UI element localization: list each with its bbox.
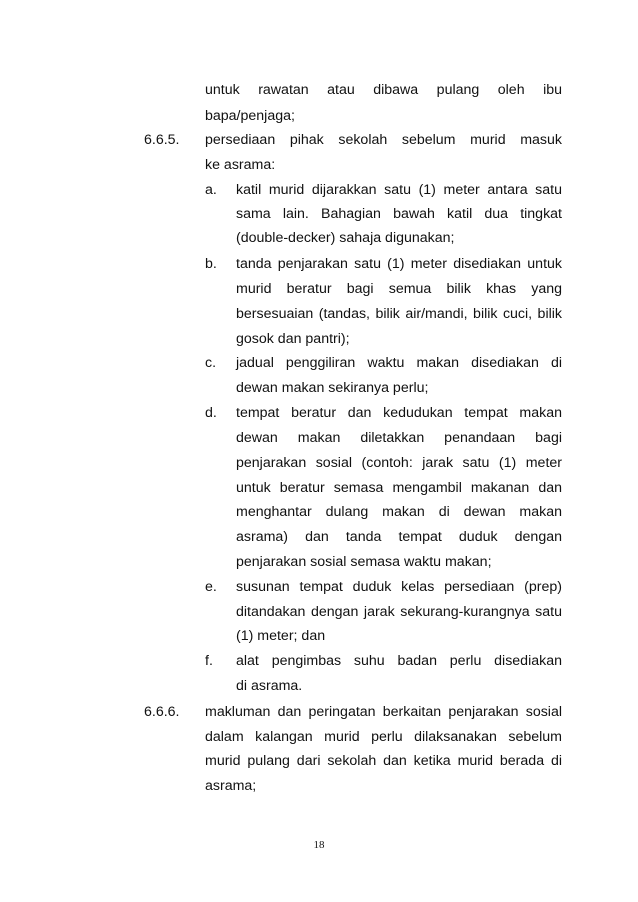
section-text: persediaan pihak sekolah sebelum murid masuk: [205, 132, 562, 148]
item-text: (1) meter; dan: [236, 628, 326, 644]
section-text: ke asrama:: [205, 157, 276, 173]
item-text: katil murid dijarakkan satu (1) meter antara satu: [236, 182, 562, 198]
item-marker: a.: [205, 182, 217, 198]
continuation-line: untuk rawatan atau dibawa pulang oleh ibu: [205, 82, 562, 98]
item-text: untuk beratur semasa mengambil makanan dan: [236, 480, 562, 496]
page-number: 18: [313, 839, 325, 851]
item-text: di asrama.: [236, 678, 303, 694]
item-text: bersesuaian (tandas, bilik air/mandi, bilik cuci, bilik: [236, 306, 562, 322]
item-text: ditandakan dengan jarak sekurang-kurangnya satu: [236, 604, 562, 620]
item-text: murid beratur bagi semua bilik khas yang: [236, 281, 562, 297]
item-marker: c.: [205, 355, 217, 371]
item-marker: e.: [205, 579, 217, 595]
section-number: 6.6.6.: [144, 704, 180, 720]
item-text: dewan makan sekiranya perlu;: [236, 380, 429, 396]
section-text: makluman dan peringatan berkaitan penjarakan sosial: [205, 704, 562, 720]
section-text: dalam kalangan murid perlu dilaksanakan sebelum: [205, 729, 562, 745]
item-text: dewan makan diletakkan penandaan bagi: [236, 430, 562, 446]
item-marker: b.: [205, 256, 217, 272]
item-text: susunan tempat duduk kelas persediaan (prep): [236, 579, 562, 595]
item-text: penjarakan sosial (contoh: jarak satu (1) meter: [236, 455, 562, 471]
item-marker: d.: [205, 405, 217, 421]
item-text: (double-decker) sahaja digunakan;: [236, 230, 455, 246]
item-text: gosok dan pantri);: [236, 331, 350, 347]
continuation-line: bapa/penjaga;: [205, 108, 295, 124]
item-text: tempat beratur dan kedudukan tempat makan: [236, 405, 562, 421]
item-text: jadual penggiliran waktu makan disediakan di: [236, 355, 562, 371]
section-text: murid pulang dari sekolah dan ketika murid berada di: [205, 753, 562, 769]
section-number: 6.6.5.: [144, 132, 180, 148]
item-text: alat pengimbas suhu badan perlu disediakan: [236, 653, 562, 669]
section-text: asrama;: [205, 778, 257, 794]
item-text: menghantar dulang makan di dewan makan: [236, 504, 562, 520]
item-text: penjarakan sosial semasa waktu makan;: [236, 554, 492, 570]
item-text: asrama) dan tanda tempat duduk dengan: [236, 529, 562, 545]
item-text: sama lain. Bahagian bawah katil dua tingkat: [236, 206, 562, 222]
item-text: tanda penjarakan satu (1) meter disediakan untuk: [236, 256, 562, 272]
item-marker: f.: [205, 653, 213, 669]
